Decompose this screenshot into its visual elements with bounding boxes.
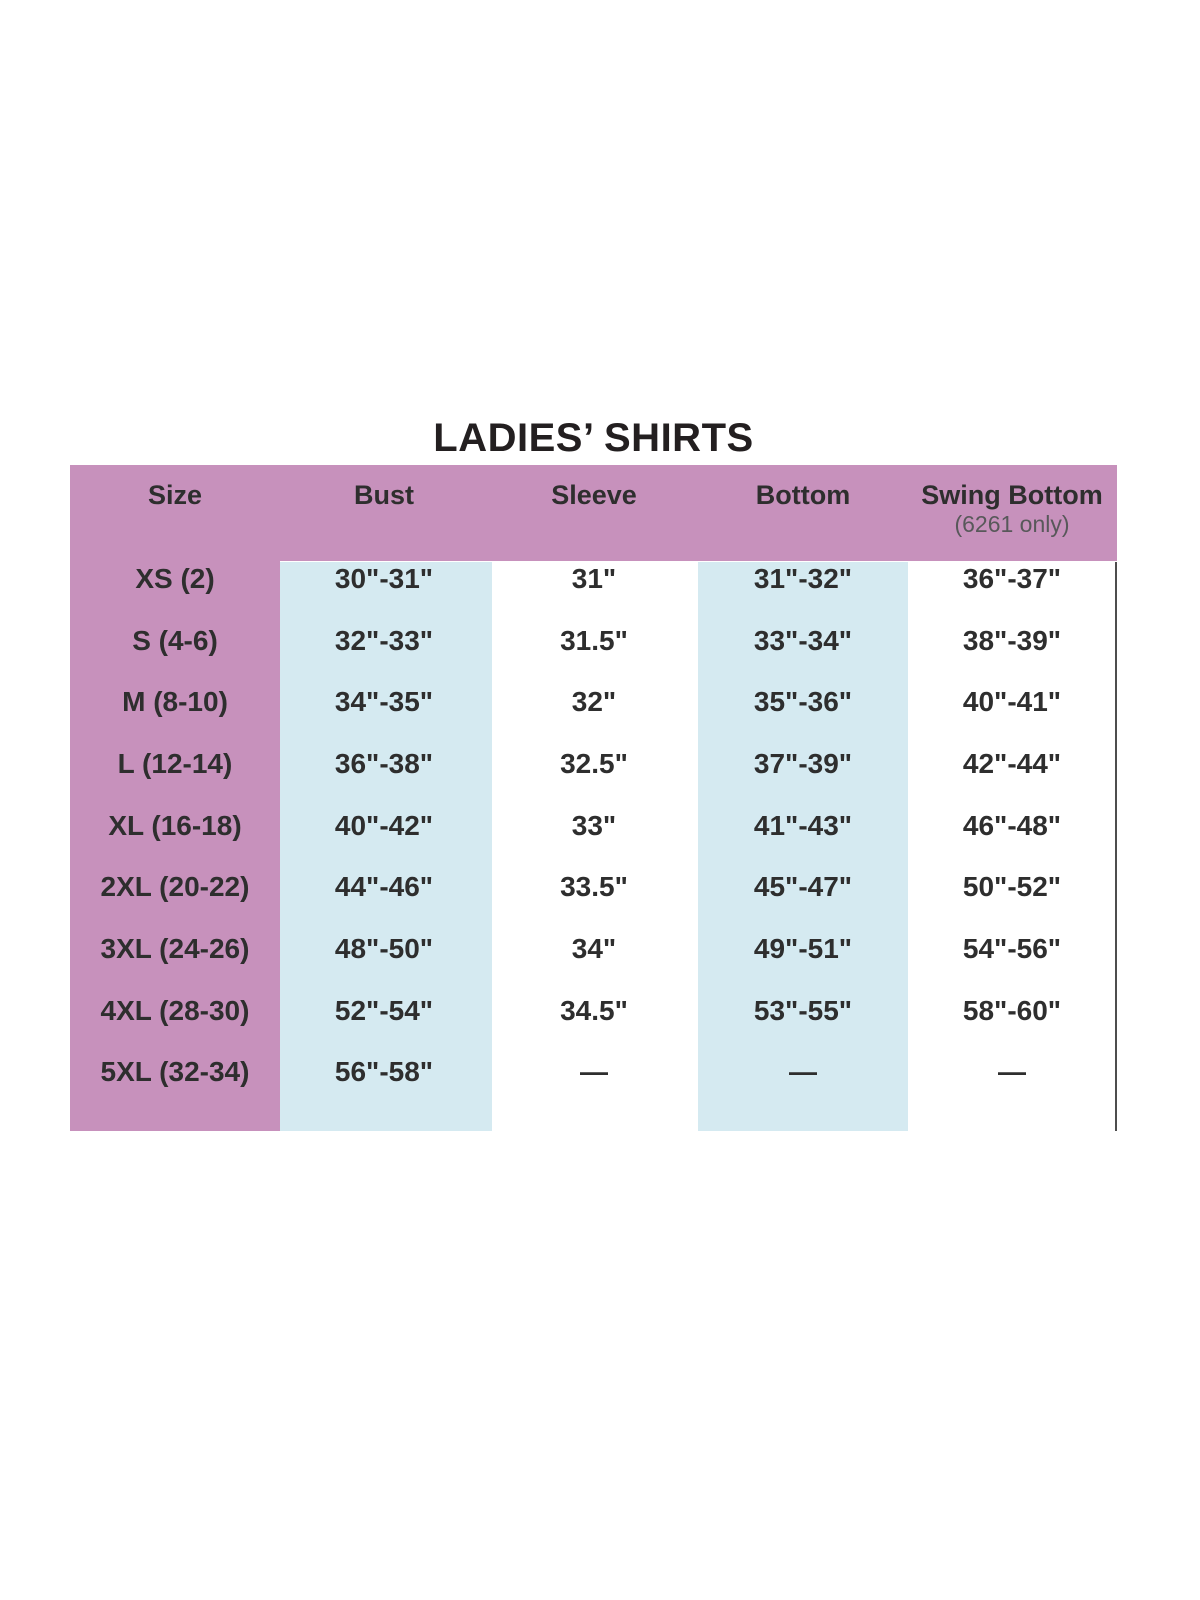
cell-bust: 34"-35" bbox=[334, 686, 434, 718]
cell-swing: 54"-56" bbox=[962, 932, 1062, 964]
cell-size: XS (2) bbox=[135, 562, 215, 594]
header-sleeve: Sleeve bbox=[551, 480, 637, 510]
cell-bust: 32"-33" bbox=[334, 624, 434, 656]
cell-size: 5XL (32-34) bbox=[100, 1056, 250, 1088]
cell-bottom: — bbox=[789, 1056, 817, 1088]
table-body bbox=[70, 548, 1117, 1103]
cell-bust: 52"-54" bbox=[334, 994, 434, 1026]
cell-bottom: 31"-32" bbox=[753, 562, 853, 594]
cell-size: S (4-6) bbox=[132, 624, 218, 656]
cell-sleeve: 33" bbox=[571, 809, 617, 841]
cell-sleeve: 33.5" bbox=[560, 871, 628, 903]
cell-sleeve: 32" bbox=[571, 686, 617, 718]
cell-swing: 46"-48" bbox=[962, 809, 1062, 841]
cell-bust: 56"-58" bbox=[334, 1056, 434, 1088]
table-row bbox=[70, 548, 1117, 610]
cell-swing: — bbox=[998, 1056, 1026, 1088]
cell-sleeve: — bbox=[580, 1056, 608, 1088]
header-bust: Bust bbox=[354, 480, 414, 510]
page-title: LADIES’ SHIRTS bbox=[433, 416, 754, 460]
cell-bottom: 49"-51" bbox=[753, 932, 853, 964]
table-row bbox=[70, 856, 1117, 918]
cell-size: M (8-10) bbox=[122, 686, 228, 718]
cell-swing: 40"-41" bbox=[962, 686, 1062, 718]
cell-bottom: 53"-55" bbox=[753, 994, 853, 1026]
table-row bbox=[70, 980, 1117, 1042]
table-row bbox=[70, 610, 1117, 672]
table-row bbox=[70, 671, 1117, 733]
cell-size: L (12-14) bbox=[117, 747, 233, 779]
cell-bust: 44"-46" bbox=[334, 871, 434, 903]
cell-swing: 38"-39" bbox=[962, 624, 1062, 656]
table-row bbox=[70, 795, 1117, 857]
cell-swing: 42"-44" bbox=[962, 747, 1062, 779]
cell-size: 3XL (24-26) bbox=[100, 932, 250, 964]
header-swing-bottom: Swing Bottom (6261 only) bbox=[907, 479, 1117, 537]
cell-bottom: 37"-39" bbox=[753, 747, 853, 779]
table-row bbox=[70, 1042, 1117, 1104]
cell-swing: 58"-60" bbox=[962, 994, 1062, 1026]
cell-sleeve: 34" bbox=[571, 932, 617, 964]
cell-sleeve: 31" bbox=[571, 562, 617, 594]
cell-bust: 30"-31" bbox=[334, 562, 434, 594]
table-header-row bbox=[70, 479, 1117, 559]
cell-sleeve: 32.5" bbox=[560, 747, 628, 779]
cell-bust: 36"-38" bbox=[334, 747, 434, 779]
header-bottom: Bottom bbox=[755, 480, 851, 510]
cell-bottom: 35"-36" bbox=[753, 686, 853, 718]
cell-bust: 40"-42" bbox=[334, 809, 434, 841]
cell-size: XL (16-18) bbox=[108, 809, 242, 841]
cell-sleeve: 31.5" bbox=[560, 624, 628, 656]
cell-size: 2XL (20-22) bbox=[100, 871, 250, 903]
cell-bust: 48"-50" bbox=[334, 932, 434, 964]
cell-swing: 36"-37" bbox=[962, 562, 1062, 594]
cell-bottom: 45"-47" bbox=[753, 871, 853, 903]
cell-bottom: 41"-43" bbox=[753, 809, 853, 841]
table-row bbox=[70, 918, 1117, 980]
cell-sleeve: 34.5" bbox=[560, 994, 628, 1026]
cell-swing: 50"-52" bbox=[962, 871, 1062, 903]
table-row bbox=[70, 733, 1117, 795]
header-size: Size bbox=[147, 480, 203, 510]
header-swing-bottom-note: (6261 only) bbox=[954, 511, 1070, 537]
cell-bottom: 33"-34" bbox=[753, 624, 853, 656]
cell-size: 4XL (28-30) bbox=[100, 994, 250, 1026]
